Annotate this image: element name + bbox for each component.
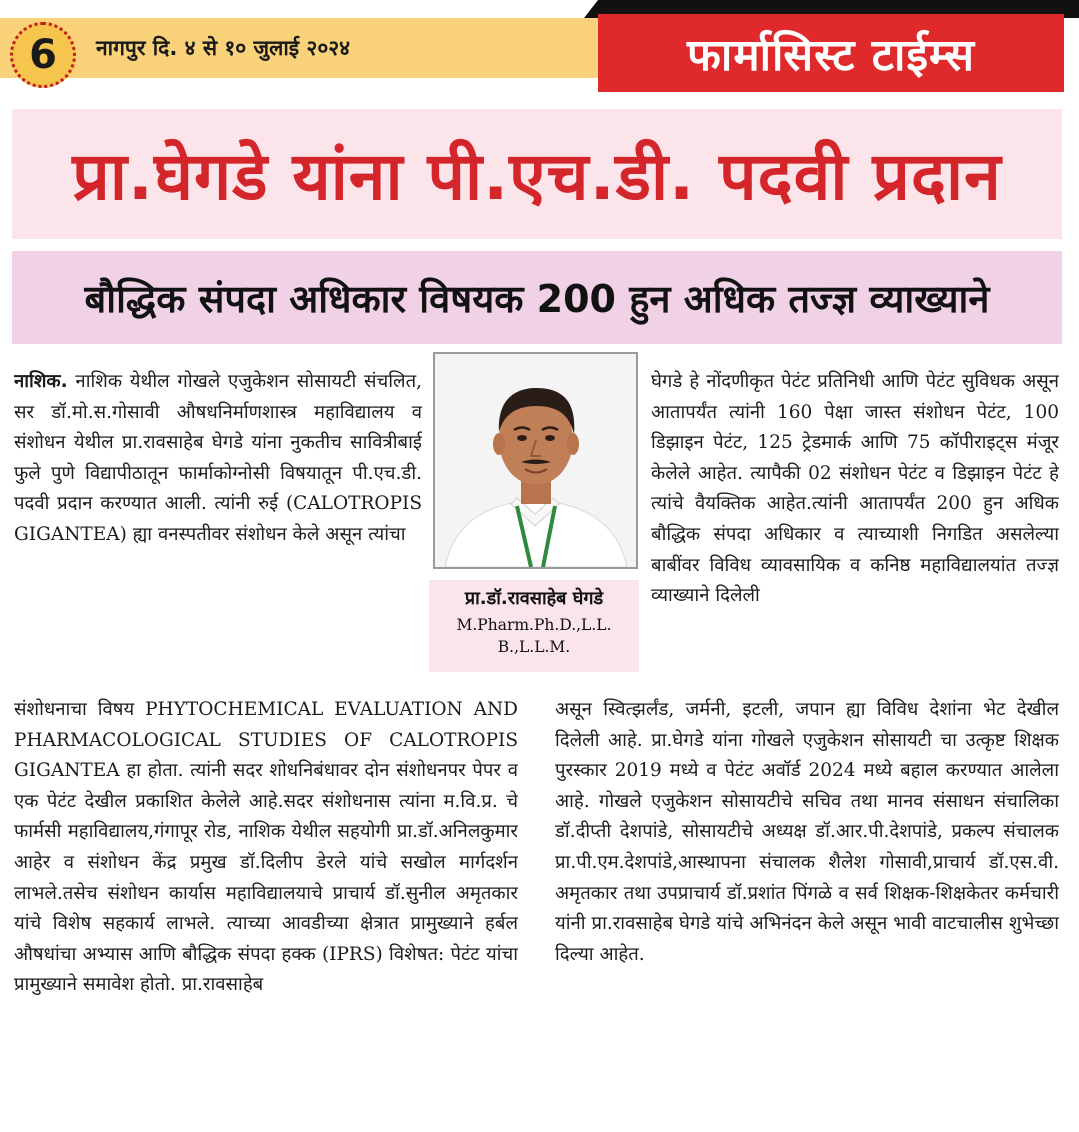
headline: प्रा.घेगडे यांना पी.एच.डी. पदवी प्रदान [72,138,1002,215]
newspaper-title: फार्मासिस्ट टाईम्स [687,30,975,81]
article-column-top-left [14,367,422,689]
article-text-part-1: नाशिक येथील गोखले एजुकेशन सोसायटी संचलित, सर डॉ.मो.स.गोसावी औषधनिर्माणशास्त्र महाविद्यालय व संशोधन येथील प्रा.रावसाहेब घेगडे यांना नुकतीच सावित्रीबाई फुले पुणे विद्यापीठातून फार्माकोग्नोसी विषयातून पी.एच.डी. पदवी प्रदान करण्यात आली. त्यांनी रुई (CALOTROPIS GIGANTEA) ह्या वनस्पतीवर संशोधन केले असून त्यांचा [14,371,422,545]
headline-band [12,109,1062,239]
portrait-illustration [435,354,636,567]
caption-name: प्रा.डॉ.रावसाहेब घेगडे [464,588,604,609]
article-dateline-lead: नाशिक. [14,371,68,392]
article-column-bottom-right: असून स्वित्झर्लंड, जर्मनी, इटली, जपान ह्या विविध देशांना भेट देखील दिलेली आहे. प्रा.घेगडे यांना गोखले एजुकेशन सोसायटी चा उत्कृष्ट शिक्षक पुरस्कार 2019 मध्ये व पेटंट अवॉर्ड 2024 मध्ये बहाल करण्यात आलेला आहे. गोखले एजुकेशन सोसायटीचे सचिव तथा मानव संसाधन संचालिका डॉ.दीप्ती देशपांडे, सोसायटीचे अध्यक्ष डॉ.आर.पी.देशपांडे, प्रकल्प संचालक प्रा.पी.एम.देशपांडे,आस्थापना संचालक शैलेश गोसावी,प्राचार्य डॉ.एस.वी. अमृतकार तथा उपप्राचार्य डॉ.प्रशांत पिंगळे व सर्व शिक्षक-शिक्षकेतर कर्मचारी यांनी प्रा.रावसाहेब घेगडे यांचे अभिनंदन केले असून भावी वाटचालीस शुभेच्छा दिल्या आहेत. [555,699,1059,965]
subheadline: बौद्धिक संपदा अधिकार विषयक 200 हुन अधिक तज्ज्ञ व्याख्याने [84,276,990,321]
article-column-bottom-left: संशोधनाचा विषय PHYTOCHEMICAL EVALUATION AND PHARMACOLOGICAL STUDIES OF CALOTROPIS GIGANTEA हा होता. त्यांनी सदर शोधनिबंधावर दोन संशोधनपर पेपर व एक पेटंट देखील प्रकाशित केलेले आहे.सदर संशोधनास त्यांना म.वि.प्र. चे फार्मसी महाविद्यालय,गंगापूर रोड, नाशिक येथील सहयोगी प्रा.डॉ.अनिलकुमार आहेर व संशोधन केंद्र प्रमुख डॉ.दिलीप डेरले यांचे सखोल मार्गदर्शन लाभले.तसेच संशोधन कार्यास महाविद्यालयाचे प्राचार्य डॉ.सुनील अमृतकार यांचे विशेष सहकार्य लाभले. त्याच्या आवडीच्या क्षेत्रात प्रामुख्याने हर्बल औषधांचा अभ्यास आणि बौद्धिक संपदा हक्क (IPRS) विशेषत: पेटंट यांचा प्रामुख्याने समावेश होतो. प्रा.रावसाहेब [14,699,518,996]
brand-box [598,14,1064,92]
page-number-badge: 6 [10,22,76,88]
photo-caption [429,580,639,672]
portrait-photo [433,352,638,569]
subheadline-band [12,251,1062,344]
caption-degrees: M.Pharm.Ph.D.,L.L. B.,L.L.M. [456,616,612,656]
article-column-top-right: घेगडे हे नोंदणीकृत पेटंट प्रतिनिधी आणि पेटंट सुविधक असून आतापर्यंत त्यांनी 160 पेक्षा जास्त संशोधन पेटंट, 100 डिझाइन पेटंट, 125 ट्रेडमार्क आणि 75 कॉपीराइट्स मंजूर केलेले आहेत. त्यापैकी 02 संशोधन पेटंट व डिझाइन पेटंट हे त्यांचे वैयक्तिक आहेत.त्यांनी आतापर्यंत 200 हुन अधिक बौद्धिक संपदा अधिकार व त्याच्याशी निगडित असलेल्या बाबींवर विविध व्यावसायिक व कनिष्ठ महाविद्यालयांत तज्ज्ञ व्याख्याने दिलेली [651,371,1059,607]
dateline: नागपुर दि. ४ से १० जुलाई २०२४ [96,36,351,60]
brand-frame [598,0,1079,96]
masthead [0,0,1079,96]
